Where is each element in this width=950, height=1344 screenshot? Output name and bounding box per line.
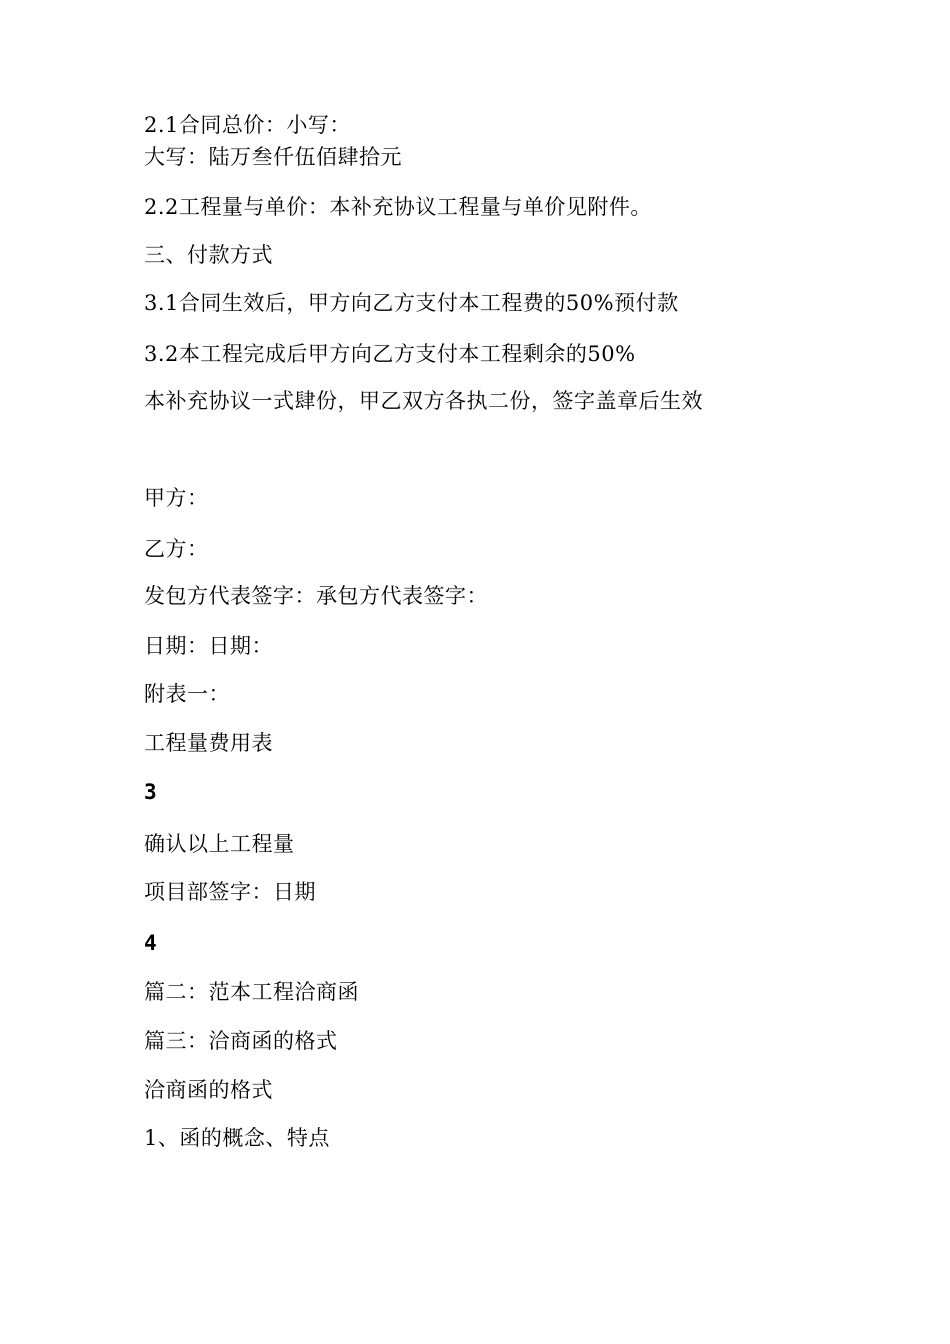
quantity-unit-price-line: 2.2工程量与单价：本补充协议工程量与单价见附件。 <box>144 195 652 219</box>
contract-total-uppercase-line: 大写：陆万叁仟伍佰肆拾元 <box>144 145 402 169</box>
chapter-two-title: 篇二：范本工程洽商函 <box>144 980 359 1004</box>
page-number-3: 3 <box>144 780 157 804</box>
page-number-4: 4 <box>144 931 157 955</box>
copies-clause: 本补充协议一式肆份，甲乙双方各执二份，签字盖章后生效 <box>144 389 703 413</box>
payment-clause-3-1: 3.1合同生效后，甲方向乙方支付本工程费的50%预付款 <box>144 291 679 315</box>
party-b-label: 乙方： <box>144 537 209 561</box>
quantity-cost-table-title: 工程量费用表 <box>144 731 273 755</box>
project-signature-date-line: 项目部签字：日期 <box>144 880 316 904</box>
chapter-three-title: 篇三：洽商函的格式 <box>144 1029 338 1053</box>
representative-signature-line: 发包方代表签字：承包方代表签字： <box>144 584 488 608</box>
letter-concept-heading: 1、函的概念、特点 <box>144 1126 330 1150</box>
confirm-quantity-line: 确认以上工程量 <box>144 832 295 856</box>
negotiation-letter-format-heading: 洽商函的格式 <box>144 1078 273 1102</box>
date-line: 日期：日期： <box>144 634 273 658</box>
appendix-label: 附表一： <box>144 682 230 706</box>
payment-method-heading: 三、付款方式 <box>144 243 273 267</box>
payment-clause-3-2: 3.2本工程完成后甲方向乙方支付本工程剩余的50% <box>144 342 636 366</box>
contract-total-price-line: 2.1合同总价：小写： <box>144 113 351 137</box>
party-a-label: 甲方： <box>144 486 209 510</box>
